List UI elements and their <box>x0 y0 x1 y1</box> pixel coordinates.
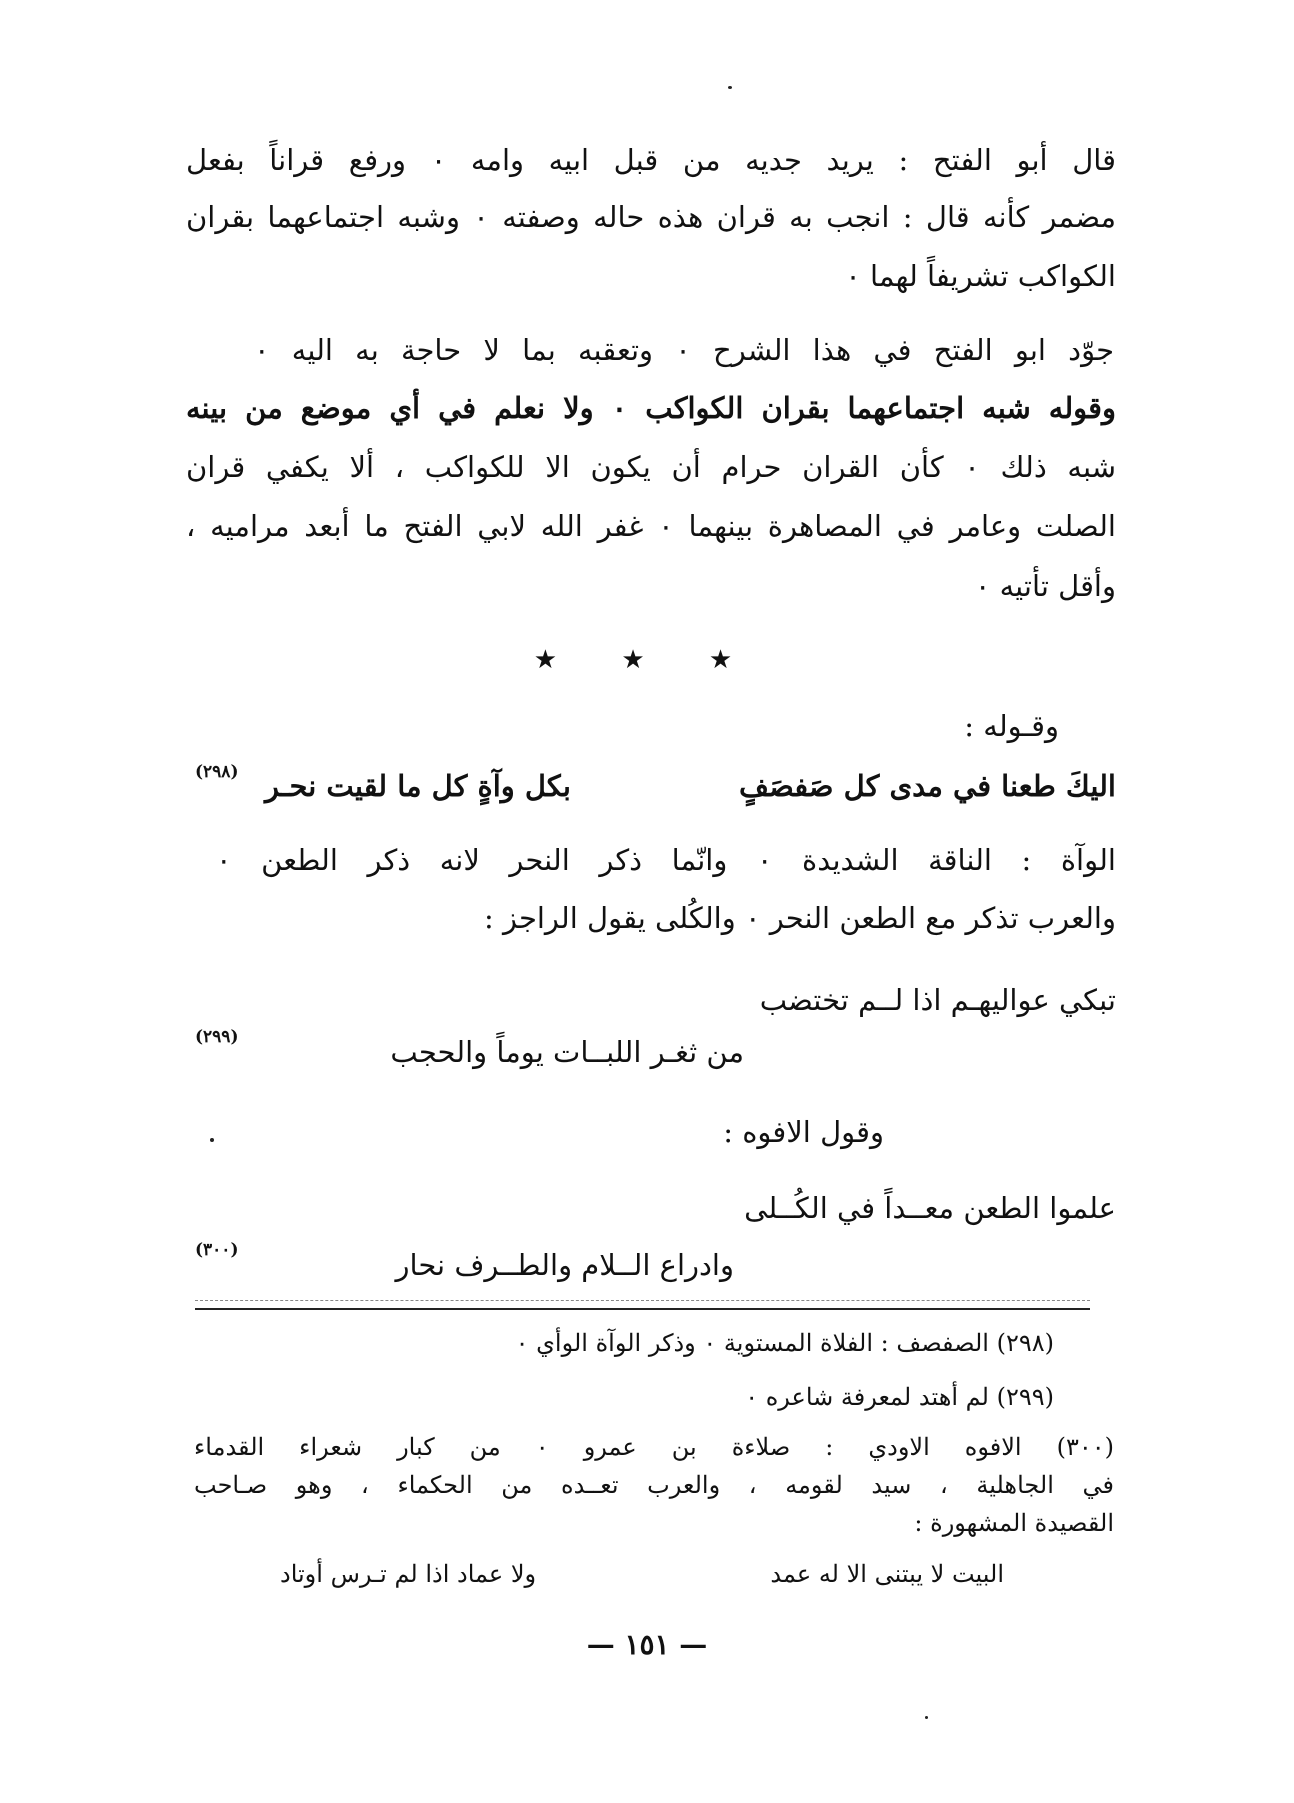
verse3-line-1: علموا الطعن معــداً في الكُــلى <box>744 1191 1116 1225</box>
footnote-separator <box>195 1308 1090 1310</box>
verse-intro-2: وقول الافوه : <box>723 1115 884 1149</box>
footnote-300-line-3: القصيدة المشهورة : <box>914 1509 1114 1537</box>
footnote-verse-hemistich-1: البيت لا يبتنى الا له عمد <box>770 1560 1004 1588</box>
para3-line-1: الوآة : الناقة الشديدة ٠ وانّما ذكر النحر لانه ذكر الطعن ٠ <box>216 843 1116 877</box>
verse3-footnote-ref: (٣٠٠) <box>195 1240 239 1260</box>
scan-speck <box>210 1138 214 1142</box>
para2-line-3: شبه ذلك ٠ كأن القران حرام أن يكون الا للكواكب ، ألا يكفي قران <box>186 450 1116 484</box>
verse1-hemistich-1: اليكَ طعنا في مدى كل صَفصَفٍ <box>739 769 1116 803</box>
footnote-300-line-1: (٣٠٠) الافوه الاودي : صلاءة بن عمرو ٠ من كبار شعراء القدماء <box>194 1433 1115 1461</box>
para2-line-2: وقوله شبه اجتماعهما بقران الكواكب ٠ ولا نعلم في أي موضع من بينه <box>186 391 1117 425</box>
verse2-footnote-ref: (٢٩٩) <box>195 1027 239 1047</box>
footnote-300-line-2: في الجاهلية ، سيد لقومه ، والعرب تعــده من الحكماء ، وهو صـاحب <box>194 1471 1114 1499</box>
para1-line-2: مضمر كأنه قال : انجب به قران هذه حاله وصفته ٠ وشبه اجتماعهما بقران <box>186 200 1117 234</box>
para2-line-1: جوّد ابو الفتح في هذا الشرح ٠ وتعقبه بما لا حاجة به اليه ٠ <box>254 333 1114 367</box>
para2-line-4: الصلت وعامر في المصاهرة بينهما ٠ غفر الله لابي الفتح ما أبعد مراميه ، <box>186 509 1116 543</box>
para1-line-3: الكواكب تشريفاً لهما ٠ <box>845 259 1116 293</box>
scan-speck <box>925 1716 928 1719</box>
verse2-line-1: تبكي عواليهـم اذا لــم تختضب <box>759 983 1116 1017</box>
footnote-299: (٢٩٩) لم أهتد لمعرفة شاعره ٠ <box>745 1383 1054 1411</box>
verse3-line-2: وادراع الــلام والطــرف نحار <box>395 1248 734 1282</box>
para2-line-5: وأقل تأتيه ٠ <box>974 569 1116 603</box>
verse1-footnote-ref: (٢٩٨) <box>195 762 239 782</box>
verse2-line-2: من ثغـر اللبــات يوماً والحجب <box>390 1035 744 1069</box>
verse-intro-1: وقـوله : <box>964 709 1059 743</box>
section-stars: ★ ★ ★ <box>533 645 761 675</box>
scan-speck <box>728 86 732 89</box>
para3-line-2: والعرب تذكر مع الطعن النحر ٠ والكُلى يقول الراجز : <box>483 901 1116 935</box>
footnote-298: (٢٩٨) الصفصف : الفلاة المستوية ٠ وذكر الوآة الوأي ٠ <box>515 1329 1054 1357</box>
para1-line-1: قال أبو الفتح : يريد جديه من قبل ابيه وامه ٠ ورفع قراناً بفعل <box>186 143 1116 177</box>
footnote-separator-dashed <box>195 1300 1090 1301</box>
page-number: — ١٥١ — <box>586 1628 708 1661</box>
verse1-hemistich-2: بكل وآةٍ كل ما لقيت نحـر <box>265 769 571 803</box>
footnote-verse-hemistich-2: ولا عماد اذا لم تـرس أوتاد <box>280 1560 537 1588</box>
